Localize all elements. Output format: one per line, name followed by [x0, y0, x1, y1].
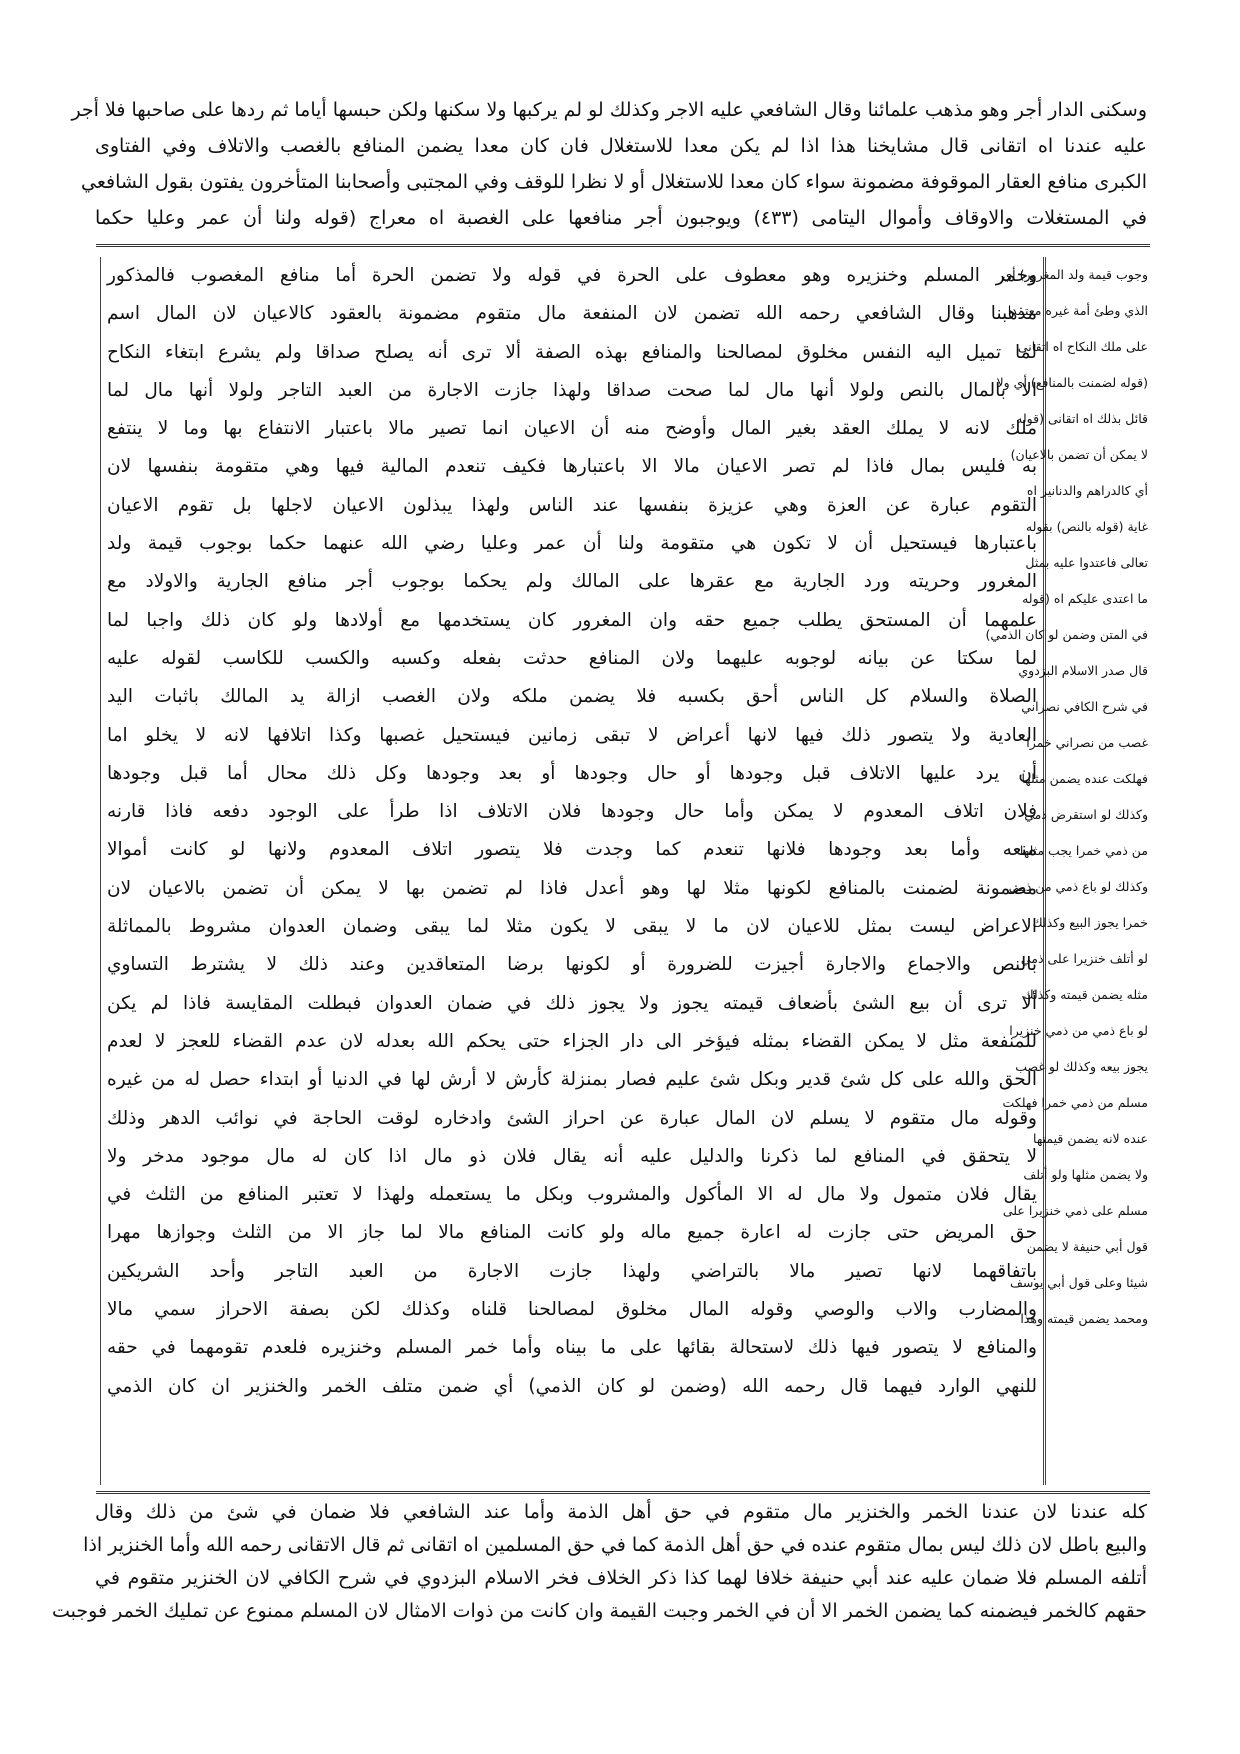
- text-line: وجوب قيمة ولد المغرور) أي: [1002, 267, 1148, 282]
- text-line: على ملك النكاح اه اتقانى: [1017, 339, 1148, 354]
- text-line: خمرا يجوز البيع وكذلك: [1032, 915, 1148, 930]
- text-line: لو باع ذمي من ذمي خنزيرا: [1009, 1023, 1148, 1038]
- text-line: منعه وأما بعد وجودها فلانها تنعدم كما وجدت فلا يتصور اتلاف المعدوم ولانها لو كانت أموالا: [107, 839, 1037, 861]
- text-line: قائل بذلك اه اتقانى (قوله: [1016, 411, 1148, 426]
- text-line: ولا يضمن مثلها ولو أتلف: [1023, 1167, 1148, 1182]
- text-line: لما سكتا عن بيانه لوجوبه عليهما ولان المنافع حدثت بفعله وكسبه والكسب للكاسب لقوله عليه: [107, 647, 1037, 669]
- text-line: ملك لانه لا يملك العقد بغير المال وأوضح منه أن الاعيان انما تصير مالا باعتبار الانتفاع بها وما لا ينتفع: [107, 418, 1037, 440]
- text-line: عنده لانه يضمن قيمتها: [1033, 1131, 1148, 1146]
- text-line: الصلاة والسلام كل الناس أحق بكسبه فلا يضمن ملكه ولان الغصب ازالة يد المالك باثبات اليد: [107, 686, 1037, 708]
- text-line: غاية (قوله بالنص) بقوله: [1025, 519, 1148, 534]
- text-line: أي كالدراهم والدنانير اه: [1026, 483, 1148, 498]
- text-line: عليه عندنا اه اتقانى قال مشايخنا هذا اذا لم يكن معدا للاستغلال فان كان معدا يضمن المنافع بالغصب والاتلاف وفي الفتاوى: [95, 135, 1147, 157]
- text-line: والمضارب والاب والوصي وقوله المال مخلوق لمصالحنا قلناه وكذلك لكن بصفة الاحراز سمي مالا: [107, 1299, 1037, 1321]
- text-line: وكذلك لو باع ذمي من ذمي: [1008, 879, 1148, 894]
- text-line: لا يمكن أن تضمن بالاعيان): [1010, 447, 1148, 462]
- text-line: التقوم عبارة عن العزة وهي عزيزة بنفسها عند الناس ولهذا يبذلون الاعيان لاجلها بل تقوم الاعيان: [107, 494, 1037, 516]
- text-line: فلان اتلاف المعدوم لا يمكن وأما حال وجودها فلان الاتلاف اذا طرأ على الوجود دفعه فاذا قارنه: [107, 801, 1037, 823]
- text-line: شيئا وعلى قول أبي يوسف: [1009, 1275, 1148, 1290]
- text-line: وخمر المسلم وخنزيره وهو معطوف على الحرة في قوله ولا تضمن الحرة أما منافع المغصوب فالمذكور: [107, 265, 1037, 286]
- text-line: باتفاقهما لانها تصير مالا بالتراضي ولهذا جازت الاجارة من العبد التاجر وأحد الشريكين: [107, 1260, 1037, 1282]
- text-line: أن يرد عليها الاتلاف قبل وجودها أو حال وجودها أو بعد وجودها وكل ذلك محال أما قبل وجودها: [107, 762, 1037, 784]
- text-line: في شرح الكافي نصراني: [1021, 699, 1148, 714]
- upper-commentary-block: [71, 92, 1147, 236]
- text-line: مثله يضمن قيمته وكذلك: [1023, 987, 1148, 1002]
- text-line: مسلم من ذمي خمرا فهلكت: [1002, 1095, 1148, 1110]
- text-line: في المتن وضمن لو كان الذمي): [985, 627, 1148, 642]
- text-line: لا يتحقق في المنافع لما ذكرنا والدليل عليه أنه يقال فلان ذو مال اذا كان له مال موجود مدخر ولا: [107, 1145, 1037, 1167]
- text-line: العادية ولا يتصور ذلك فيها لانها أعراض لا تبقى زمانين فيستحيل غصبها وكذا اتلافها لانه لا يخلو اما: [107, 724, 1037, 746]
- text-line: حق المريض حتى جازت له اعارة جميع ماله ولو كانت المنافع مالا لما جاز الا من الثلث وجوازها مهرا: [107, 1222, 1037, 1244]
- text-line: يجوز بيعه وكذلك لو غصب: [1015, 1059, 1148, 1074]
- text-line: تعالى فاعتدوا عليه بمثل: [1025, 555, 1148, 570]
- text-line: للمنفعة مثل لا يمكن القضاء بمثله فيؤخر الى دار الجزاء حتى يحكم الله بعدله لان عدم القضاء للعجز لا لعدم: [107, 1030, 1037, 1052]
- text-line: بالنص والاجماع والاجارة أجيزت للضرورة أو لكونها برضا المتعاقدين وعند ذلك لا يشترط التساوي: [107, 954, 1037, 976]
- text-line: غصب من نصراني خمرا: [1026, 735, 1148, 750]
- text-line: وكذلك لو استقرض ذمي: [1024, 807, 1148, 822]
- text-line: مذهبنا وقال الشافعي رحمه الله تضمن لان المنفعة مال متقوم مضمونة بالعقود كالاعيان لان المال اسم: [107, 303, 1037, 325]
- text-line: للنهي الوارد فيهما قال رحمه الله (وضمن لو كان الذمي) أي ضمن متلف الخمر والخنزير ان كان الذمي: [107, 1375, 1037, 1397]
- lower-commentary-block: [52, 1496, 1147, 1628]
- text-line: المغرور وحريته ورد الجارية مع عقرها على المالك ولم يحكما بوجوب أجر منافع الجارية والاولاد مع: [107, 571, 1037, 593]
- text-line: من ذمي خمرا يجب مثلها: [1019, 843, 1148, 858]
- framed-text-box: [96, 244, 1150, 1494]
- text-line: فهلكت عنده يضمن مثلها: [1021, 771, 1148, 786]
- text-line: ما اعتدى عليكم اه (قوله: [1022, 591, 1148, 606]
- text-line: والمنافع لا يتصور فيها ذلك لاستحالة بقائها على ما بيناه وأما خمر المسلم وخنزيره فلعدم تقومهما في حقه: [107, 1337, 1037, 1359]
- text-line: علمهما أن المستحق يطلب جميع حقه وان المغرور كان يستخدمها مع أولادها ولو كان ذلك واجبا لما: [107, 609, 1037, 631]
- text-line: الكبرى منافع العقار الموقوفة مضمونة سواء كان معدا للاستغلال أو لا نظرا للوقف وفي المجتبى وأصحابنا المتأخرون يفتون بقول الشافعي: [81, 171, 1147, 193]
- text-line: به فليس بمال فاذا لم تصر الاعيان مالا الا باعتبارها فكيف تنعدم المالية فيها وهي متقومة بنفسها لان: [107, 456, 1037, 478]
- text-line: الا بالمال بالنص ولولا أنها مال لما صحت صداقا ولهذا جازت الاجارة من العبد التاجر ولولا أنها مال لما: [107, 379, 1037, 401]
- text-line: لو أتلف خنزيرا على ذمي: [1020, 951, 1148, 966]
- text-line: وسكنى الدار أجر وهو مذهب علمائنا وقال الشافعي عليه الاجر وكذلك لو لم يركبها ولا سكنها ولكن حبسها أياما ثم ردها على صاحبها فلا أجر: [71, 99, 1147, 121]
- text-line: قول أبي حنيفة لا يضمن: [1026, 1239, 1148, 1254]
- text-line: يقال فلان متمول ولا مال له الا المأكول والمشروب وبكل ما يستعمله ولهذا لا تعتبر المنافع من الثلث في: [107, 1184, 1037, 1206]
- text-line: الاعراض ليست بمثل للاعيان لان ما لا يبقى لا يكون مثلا لما يبقى وضمان العدوان مشروط بالمماثلة: [107, 916, 1037, 938]
- margin-gloss-column: [985, 257, 1148, 1337]
- text-line: في المستغلات والاوقاف وأموال اليتامى (٤٣٣) ويوجبون أجر منافعها على الغصبة اه معراج (قوله ولنا أن عمر وعليا حكما: [95, 207, 1147, 229]
- text-line: (قوله لضمنت بالمنافع) أي ولا: [996, 375, 1148, 390]
- text-line: لما تميل اليه النفس مخلوق لمصالحنا والمنافع بهذه الصفة ألا ترى أنه يصلح صداقا ولم يشرع ابتغاء النكاح: [107, 341, 1037, 363]
- text-line: ومحمد يضمن قيمته وهذا: [1020, 1311, 1148, 1326]
- text-line: والبيع باطل لان ذلك ليس بمال متقوم عنده في حق أهل الذمة كما في حق المسلمين اه اتقانى ثم قال الاتقانى رحمه الله وأما الخنزير اذا: [83, 1534, 1147, 1556]
- text-line: ألا ترى أن بيع الشئ بأضعاف قيمته يجوز ولا يجوز ذلك في ضمان العدوان فبطلت المقايسة فاذا لم يكن: [107, 992, 1037, 1014]
- text-line: مسلم على ذمي خنزيرا على: [1002, 1203, 1148, 1218]
- text-line: الذي وطئ أمة غيره معتمدا: [1007, 303, 1148, 318]
- text-line: حقهم كالخمر فيضمنه كما يضمن الخمر الا أن في الخمر وجبت القيمة وان كانت من ذوات الامثال لان المسلم ممنوع عن تمليك الخمر فوجبت: [52, 1600, 1147, 1622]
- text-line: وقوله مال متقوم لا يسلم لان المال عبارة عن احراز الشئ وادخاره لوقت الحاجة في نوائب الدهر وذلك: [107, 1107, 1037, 1129]
- text-line: أتلفه المسلم فلا ضمان عليه عند أبي حنيفة خلافا لهما كذا ذكر الخلاف فخر الاسلام البزدوي في شرح الكافي لان الخنزير متقوم في: [95, 1567, 1147, 1589]
- text-line: مضمونة لضمنت بالمنافع لكونها مثلا لها وهو أعدل فاذا لم تضمن بها لا يمكن أن تضمن بالاعيان لان: [107, 877, 1037, 899]
- text-line: باعتبارها فيستحيل أن لا تكون هي متقومة ولنا أن عمر وعليا رضي الله عنهما حكما بوجوب قيمة ولد: [107, 533, 1037, 555]
- main-text-column: [100, 257, 1046, 1485]
- text-line: الحق والله على كل شئ قدير وبكل شئ عليم فصار بمنزلة كأرش لا أرش لها في الدنيا أو ابتداء حصل له من غيره: [107, 1069, 1037, 1091]
- text-line: قال صدر الاسلام البزدوي: [1018, 663, 1148, 678]
- text-line: كله عندنا لان عندنا الخمر والخنزير مال متقوم في حق أهل الذمة وأما عند الشافعي فلا ضمان في شئ من ذلك وقال: [95, 1501, 1147, 1523]
